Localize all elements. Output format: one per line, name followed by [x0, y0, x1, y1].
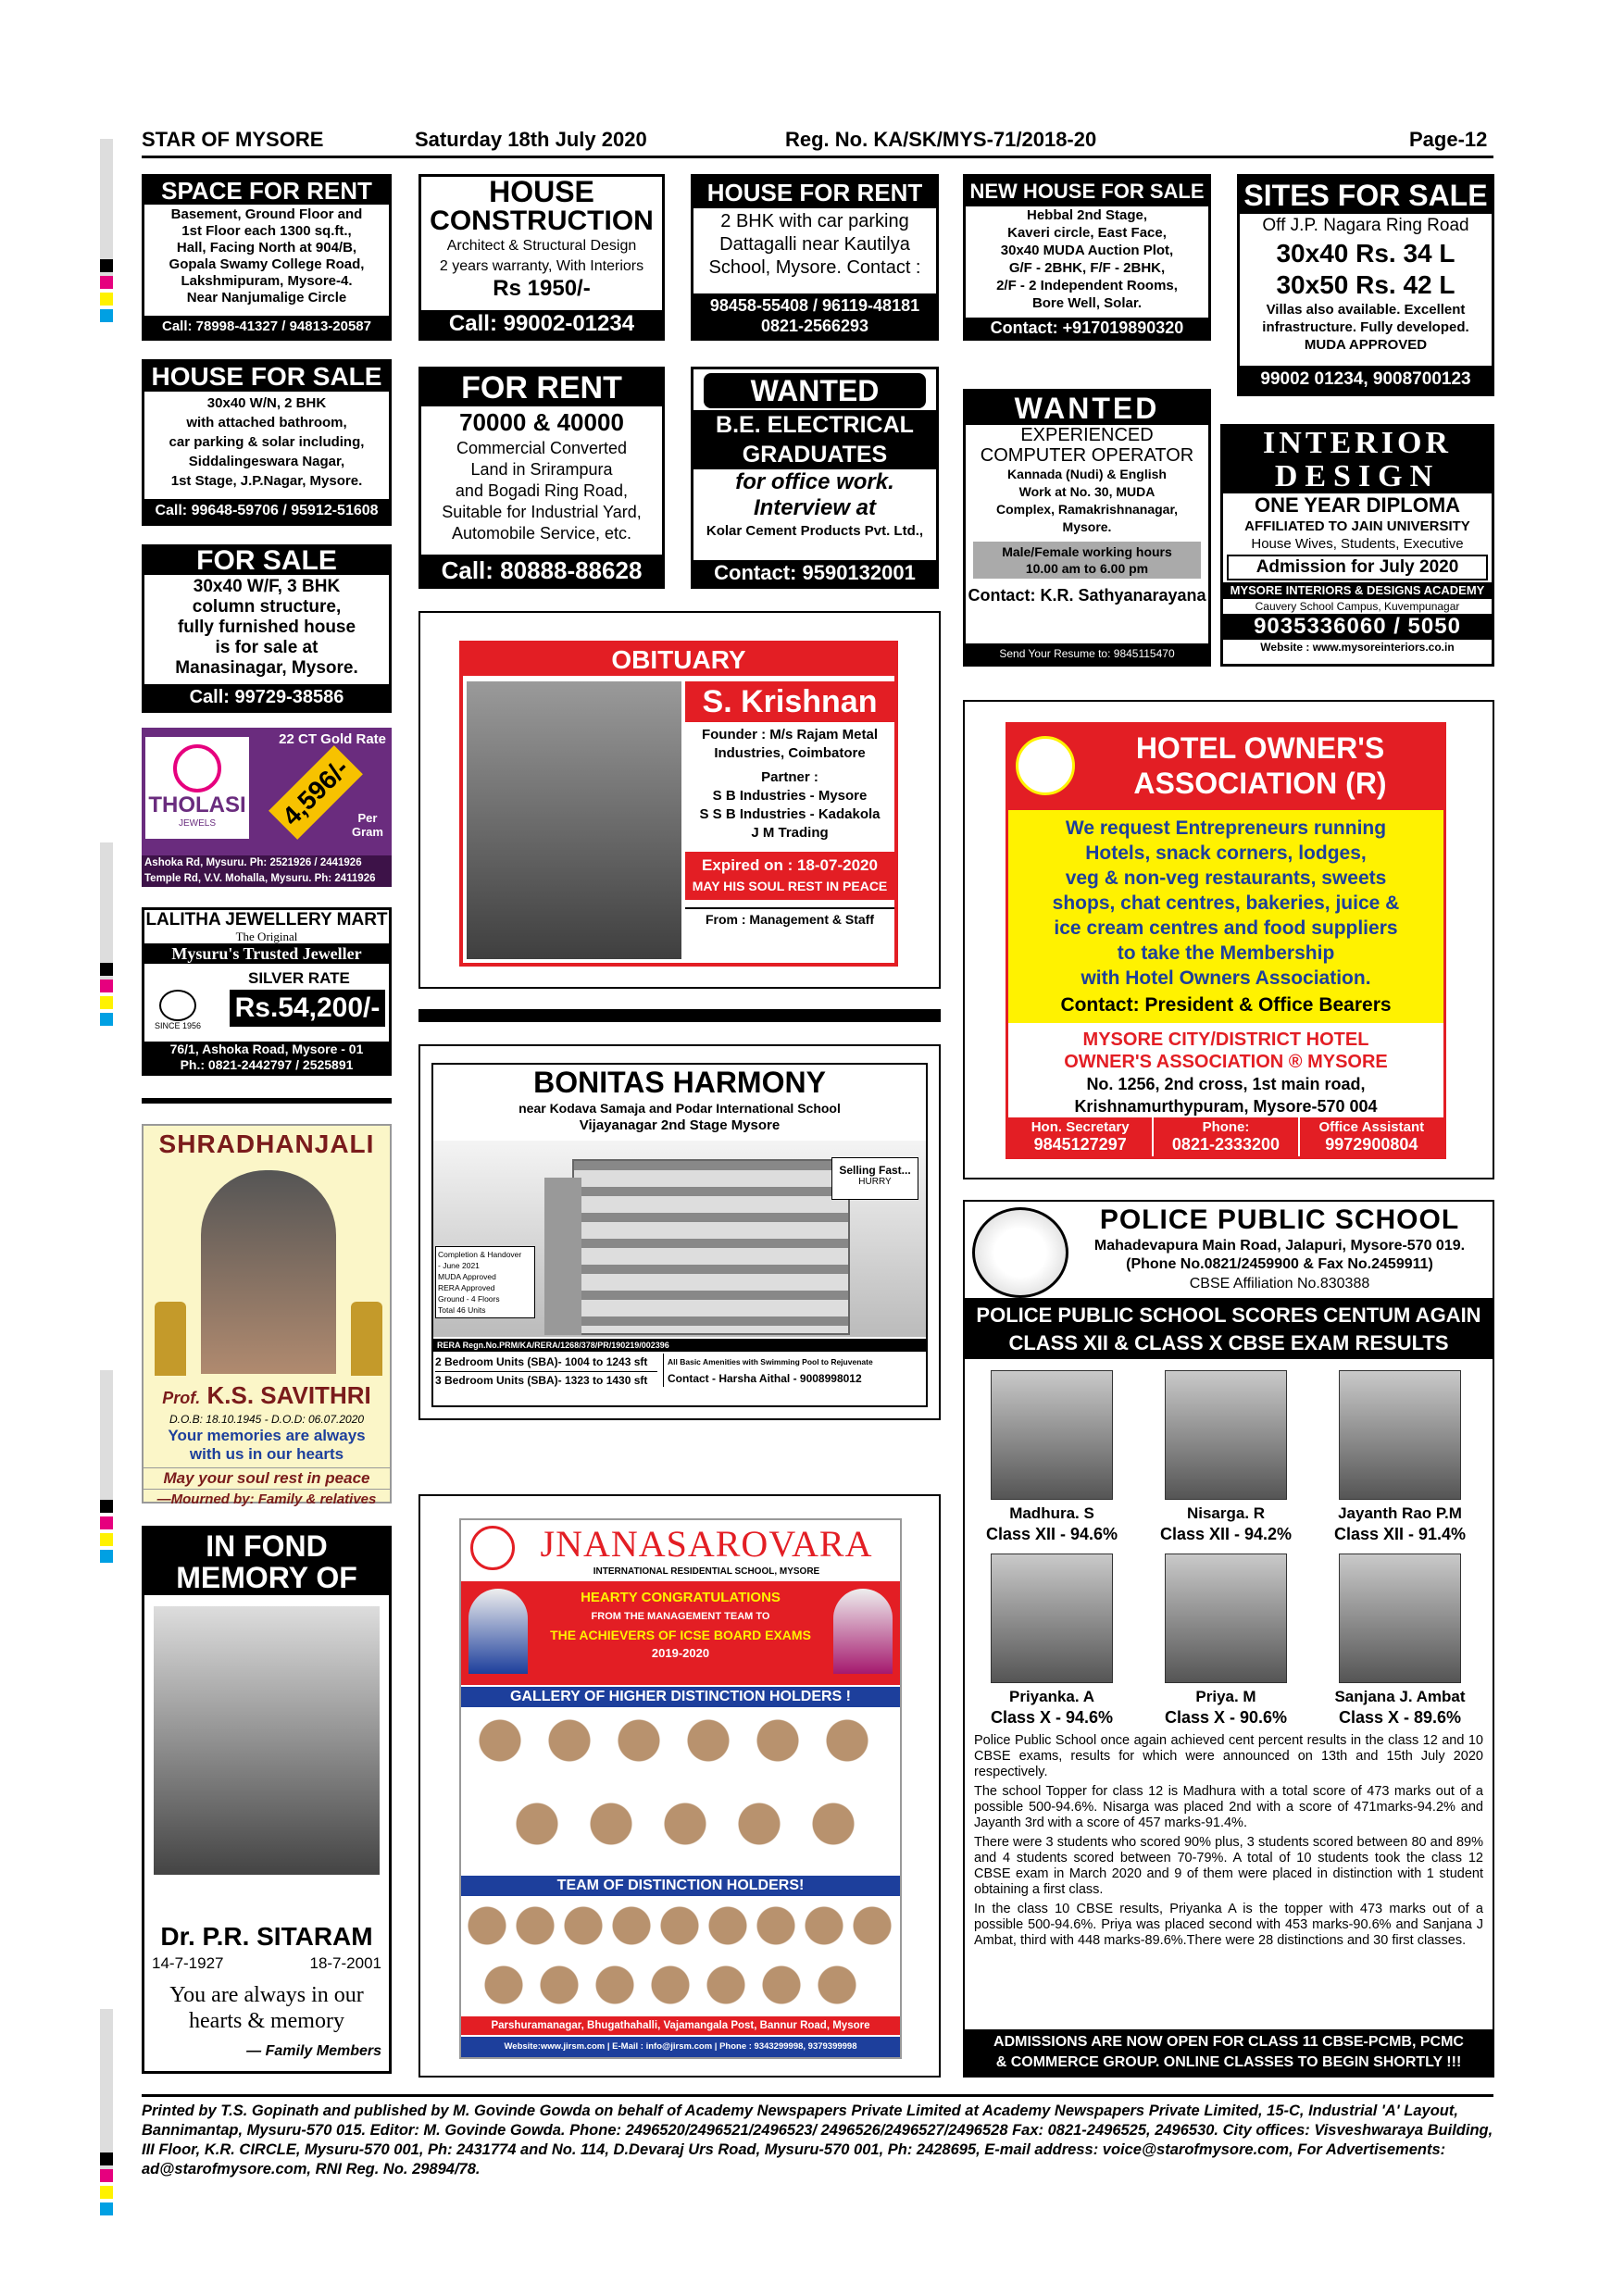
ad-price: Rs 1950/-: [493, 276, 591, 301]
ad-lalitha-jewellery: [142, 907, 392, 1076]
bonitas-selling-text: Selling Fast...: [839, 1164, 911, 1177]
ad-price: 30x40 Rs. 34 L: [1276, 239, 1455, 268]
masthead-paper: STAR OF MYSORE: [142, 128, 324, 151]
student-photo: [1165, 1370, 1287, 1500]
hotel-address: No. 1256, 2nd cross, 1st main road,: [1086, 1075, 1366, 1093]
jnana-logo-icon: [470, 1526, 515, 1570]
ad-hotel-owners: [1006, 722, 1446, 1159]
ad-jnanasarovara-frame: [418, 1494, 941, 2078]
fond-died: 18-7-2001: [309, 1954, 381, 1972]
student-photo: [1165, 1554, 1287, 1683]
ad-line: 2 years warranty, With Interiors: [439, 258, 644, 274]
ad-line: House Wives, Students, Executive: [1251, 536, 1464, 552]
hotel-body-line: We request Entrepreneurs running: [1065, 817, 1387, 839]
ad-jnanasarovara: [459, 1518, 902, 2059]
lalitha-phone: Ph.: 0821-2442797 / 2525891: [180, 1057, 354, 1072]
ad-line: Dattagalli near Kautilya: [719, 234, 910, 255]
lalitha-logo-icon: [159, 990, 196, 1021]
student-photo: [1339, 1370, 1461, 1500]
footer-imprint: Printed by T.S. Gopinath and published by M. Govinde Gowda on behalf of Academy Newspapers Private Limited at Academy Newspapers Private Limited, 15-C, Industrial 'A' Layout, Bannimantap, Mysuru-570 015. Editor: M. Govinde Gowda. Phone: 2496520/2496521/2496523/ 2496526/2496527/2496528 Fax: 0821-2496525, 2496530. City offices: Visveshwaraya Building, III Floor, K.R. CIRCLE, Mysuru-570 001, Ph: 2431774 and No. 114, D.Devaraj Urs Road, Mysuru-570 001, Ph: 2428695, E-mail address: voice@starofmysore.com, For Advertisements: ad@starofmysore.com, RNI Reg. No. 29894/78.: [142, 2103, 1493, 2177]
ad-line: Gopala Swamy College Road,: [169, 256, 365, 272]
ad-phone: 9035336060 / 5050: [1223, 614, 1492, 640]
ad-bonitas-harmony-frame: [418, 1044, 941, 1420]
ad-line: Suitable for Industrial Yard,: [442, 503, 642, 521]
ad-line: 1st Floor each 1300 sq.ft.,: [181, 223, 352, 239]
shradhanjali-line: with us in our hearts: [189, 1445, 344, 1463]
lalitha-title: LALITHA JEWELLERY MART: [145, 910, 388, 930]
bonitas-info: Completion & Handover: [438, 1250, 522, 1259]
ad-call: Call: 99648-59706 / 95912-51608: [144, 499, 389, 523]
police-paragraph: There were 3 students who scored 90% plus, 3 students scored between 80 and 89% and 4 students scored between 70-79%. A total of 10 students took the class 12 CBSE exam in March 2020 and 9 of them were placed in distinction with 1 student obtaining a first class.: [974, 1835, 1483, 1897]
police-cbse: CBSE Affiliation No.830388: [1189, 1276, 1370, 1292]
ad-line: Complex, Ramakrishnanagar,: [995, 502, 1179, 517]
ad-contact: 98458-55408 / 96119-48181: [709, 296, 920, 315]
police-admissions: ADMISSIONS ARE NOW OPEN FOR CLASS 11 CBSE-PCMB, PCMC: [993, 2034, 1464, 2050]
ad-obituary-frame: [418, 611, 941, 989]
bonitas-amenities: All Basic Amenities with Swimming Pool to Rejuvenate: [668, 1357, 873, 1366]
police-logo-icon: [972, 1207, 1068, 1298]
ad-shradhanjali: [142, 1124, 392, 1507]
obituary-photo: [467, 681, 681, 959]
police-address: Mahadevapura Main Road, Jalapuri, Mysore-570 019.: [1093, 1238, 1466, 1254]
bonitas-info: - June 2021: [438, 1261, 480, 1270]
ad-contact: 0821-2566293: [760, 317, 869, 335]
obituary-rip: MAY HIS SOUL REST IN PEACE: [692, 879, 888, 893]
jnana-person-photo: [468, 1589, 528, 1674]
tholasi-price: 4,596/-: [269, 745, 363, 840]
hotel-footer-number: 9845127297: [1033, 1135, 1127, 1154]
ad-line: Kannada (Nudi) & English: [1007, 467, 1167, 481]
bonitas-info: Ground - 4 Floors: [438, 1294, 500, 1304]
shradhanjali-title: SHRADHANJALI: [158, 1129, 375, 1158]
hotel-footer-label: Phone:: [1202, 1119, 1250, 1135]
ad-line: Near Nanjumalige Circle: [186, 290, 347, 306]
hotel-footer-number: 9972900804: [1325, 1135, 1418, 1154]
fond-photo: [154, 1606, 380, 1875]
ad-call: Call: 78998-41327 / 94813-20587: [144, 316, 389, 338]
hotel-title: HOTEL OWNER'S: [1135, 731, 1385, 765]
tholasi-rate-label: 22 CT Gold Rate: [279, 731, 386, 747]
tholasi-logo-icon: [173, 744, 221, 792]
tholasi-name: THOLASI: [148, 792, 246, 817]
ad-line: Land in Srirampura: [470, 460, 613, 479]
shradhanjali-line: Your memories are always: [168, 1427, 366, 1444]
ad-line: with attached bathroom,: [186, 415, 347, 430]
ad-line: Mysore.: [1062, 519, 1112, 534]
ad-call: Call: 99729-38586: [144, 684, 389, 710]
ad-title: WANTED: [704, 373, 926, 408]
ad-line: School, Mysore. Contact :: [708, 257, 921, 278]
student-photo: [991, 1554, 1113, 1683]
fond-born: 14-7-1927: [152, 1954, 224, 1972]
hotel-body-line: with Hotel Owners Association.: [1081, 967, 1371, 989]
ad-line: Bore Well, Solar.: [1031, 295, 1143, 311]
student-name: Nisarga. R: [1186, 1504, 1266, 1522]
ad-phones: 99002 01234, 9008700123: [1240, 366, 1492, 393]
lamp-icon: [155, 1302, 186, 1376]
ad-interior-design: [1220, 424, 1494, 667]
ad-company: Kolar Cement Products Pvt. Ltd.,: [706, 523, 924, 539]
police-paragraph: In the class 10 CBSE results, Priyanka A is the topper with 473 marks out of a possible 500-94.6%. Priya was placed second with 453 marks-90.6% and Sanjana J Ambat, third with 448 marks-89.6%.There were 28 distinctions and 30 first classes.: [974, 1902, 1483, 1948]
student-photo: [1339, 1554, 1461, 1683]
obituary-from: From : Management & Staff: [685, 907, 894, 930]
hotel-footer-number: 0821-2333200: [1171, 1135, 1280, 1154]
ad-line: 2/F - 2 Independent Rooms,: [996, 278, 1178, 293]
jnana-gallery-photos: [472, 1713, 891, 1872]
jnana-congrats: 2019-2020: [651, 1646, 710, 1660]
ad-tholasi-jewels: [142, 728, 392, 887]
jnana-website: Website:www.jirsm.com | E-Mail : info@jirsm.com | Phone : 9343299998, 9379399998: [461, 2037, 900, 2057]
ad-line: Hebbal 2nd Stage,: [1026, 207, 1148, 223]
ad-line: 30x40 W/F, 3 BHK: [193, 577, 341, 596]
lalitha-since: SINCE 1956: [154, 1021, 202, 1030]
ad-line: Villas also available. Excellent: [1266, 302, 1466, 318]
ad-line: 30x40 W/N, 2 BHK: [206, 395, 327, 411]
bonitas-info: MUDA Approved: [438, 1272, 496, 1281]
ad-line: for office work.: [735, 469, 894, 494]
fond-title: IN FOND: [206, 1529, 328, 1563]
lalitha-address: 76/1, Ashoka Road, Mysore - 01: [169, 1042, 364, 1056]
header-rule: [142, 156, 1493, 158]
bonitas-units: 3 Bedroom Units (SBA)- 1323 to 1430 sft: [435, 1374, 648, 1387]
student-score: Class XII - 94.2%: [1159, 1525, 1293, 1543]
tholasi-address: Temple Rd, V.V. Mohalla, Mysuru. Ph: 2411926: [144, 873, 376, 884]
hotel-title: ASSOCIATION (R): [1133, 767, 1387, 800]
student-name: Sanjana J. Ambat: [1334, 1688, 1466, 1705]
obituary-name: S. Krishnan: [685, 681, 894, 722]
ad-for-sale: [142, 544, 392, 713]
ad-title: CONSTRUCTION: [430, 206, 654, 236]
ad-call: Call: 99002-01234: [421, 310, 662, 338]
ad-line: MUDA APPROVED: [1304, 337, 1428, 353]
obituary-line: S B Industries - Mysore: [712, 788, 868, 804]
hotel-footer-label: Hon. Secretary: [1031, 1119, 1130, 1135]
ad-wanted-computer-operator: [963, 389, 1211, 667]
police-banner: POLICE PUBLIC SCHOOL SCORES CENTUM AGAIN: [976, 1304, 1481, 1327]
ad-line: G/F - 2BHK, F/F - 2BHK,: [1008, 260, 1166, 276]
bonitas-units: 2 Bedroom Units (SBA)- 1004 to 1243 sft: [435, 1354, 657, 1372]
hotel-footer-label: Office Assistant: [1318, 1119, 1425, 1135]
jnana-subtitle: INTERNATIONAL RESIDENTIAL SCHOOL, MYSORE: [593, 1566, 820, 1577]
ad-call: Call: 80888-88628: [421, 555, 662, 586]
student-name: Priya. M: [1195, 1688, 1256, 1705]
hotel-org: OWNER'S ASSOCIATION ® MYSORE: [1064, 1052, 1388, 1072]
ad-line: 1st Stage, J.P.Nagar, Mysore.: [170, 473, 363, 489]
shradhanjali-line: May your soul rest in peace: [144, 1467, 390, 1489]
ad-academy: MYSORE INTERIORS & DESIGNS ACADEMY: [1223, 582, 1492, 599]
ad-police-public-school: [963, 1200, 1494, 2078]
bonitas-info: RERA Approved: [438, 1283, 495, 1292]
shradhanjali-prefix: Prof.: [162, 1389, 201, 1407]
ad-line: fully furnished house: [177, 618, 356, 637]
ad-line: column structure,: [192, 597, 342, 617]
hotel-body-line: Hotels, snack corners, lodges,: [1085, 842, 1367, 864]
ad-line: Automobile Service, etc.: [451, 524, 632, 543]
ad-price: 30x50 Rs. 42 L: [1276, 270, 1455, 299]
ad-title: HOUSE FOR RENT: [693, 177, 936, 208]
obituary-line: S S B Industries - Kadakola: [699, 806, 881, 822]
student-name: Madhura. S: [1009, 1504, 1094, 1522]
fond-line: hearts & memory: [189, 2009, 344, 2033]
student-score: Class XII - 91.4%: [1333, 1525, 1467, 1543]
ad-resume: Send Your Resume to: 9845115470: [966, 643, 1208, 664]
jnana-title: JNANASAROVARA: [540, 1523, 873, 1565]
fond-from: — Family Members: [246, 2043, 381, 2059]
ad-price: 70000 & 40000: [459, 408, 624, 436]
ad-line: COMPUTER OPERATOR: [980, 445, 1194, 466]
ad-line: Architect & Structural Design: [446, 238, 637, 254]
divider-rule: [418, 1009, 941, 1022]
ad-line: infrastructure. Fully developed.: [1262, 319, 1469, 335]
bonitas-title: BONITAS HARMONY: [533, 1066, 826, 1099]
obituary-title: OBITUARY: [463, 644, 894, 676]
ad-title: SITES FOR SALE: [1240, 177, 1492, 214]
bonitas-info: Total 46 Units: [438, 1305, 486, 1315]
ad-affiliation: AFFILIATED TO JAIN UNIVERSITY: [1244, 518, 1470, 534]
student-score: Class X - 89.6%: [1338, 1708, 1462, 1727]
lalitha-tagline: The Original: [235, 930, 298, 943]
tholasi-address: Ashoka Rd, Mysuru. Ph: 2521926 / 2441926: [144, 857, 362, 868]
ad-subtitle: B.E. ELECTRICAL: [693, 410, 936, 440]
hotel-body-line: to take the Membership: [1117, 942, 1335, 964]
divider-rule: [142, 1098, 392, 1104]
ad-hours: Male/Female working hours: [1002, 544, 1172, 559]
masthead-page: Page-12: [1409, 128, 1488, 151]
ad-admission: Admission for July 2020: [1227, 555, 1488, 580]
ad-house-construction: [418, 174, 665, 341]
ad-title: FOR SALE: [144, 547, 389, 575]
ad-title: NEW HOUSE FOR SALE: [966, 177, 1208, 206]
obituary-line: Industries, Coimbatore: [714, 745, 866, 761]
ad-title: INTERIOR: [1223, 427, 1492, 460]
shradhanjali-photo: [201, 1170, 336, 1374]
police-paragraph: The school Topper for class 12 is Madhura with a total score of 473 marks out of a possible 500-94.6%. Nisarga was placed 2nd with a score of 471marks-94.2% and Jayanth 3rd with a score of 457 marks-91.4%.: [974, 1784, 1483, 1830]
ad-obituary: [459, 641, 898, 967]
student-score: Class XII - 94.6%: [985, 1525, 1118, 1543]
police-admissions: & COMMERCE GROUP. ONLINE CLASSES TO BEGIN SHORTLY !!!: [995, 2054, 1462, 2070]
ad-title: DESIGN: [1223, 460, 1492, 493]
jnana-team-photos: [467, 1900, 896, 2011]
ad-line: Kaveri circle, East Face,: [1007, 225, 1167, 241]
ad-subtitle: GRADUATES: [693, 440, 936, 469]
police-title: POLICE PUBLIC SCHOOL: [1099, 1204, 1460, 1235]
shradhanjali-mourned: —Mourned by: Family & relatives: [144, 1489, 390, 1510]
ad-line: Lakshmipuram, Mysore-4.: [181, 273, 353, 289]
hotel-body-line: ice cream centres and food suppliers: [1054, 917, 1398, 939]
shradhanjali-name: K.S. SAVITHRI: [206, 1381, 371, 1409]
lalitha-price: Rs.54,200/-: [230, 990, 385, 1027]
ad-new-house-for-sale: [963, 174, 1211, 341]
ad-line: Interview at: [753, 495, 877, 520]
ad-title: WANTED: [966, 392, 1208, 425]
ad-line: Basement, Ground Floor and: [170, 206, 363, 222]
lalitha-tagline: Mysuru's Trusted Jeweller: [144, 943, 389, 964]
ad-line: is for sale at: [215, 638, 319, 657]
ad-line: and Bogadi Ring Road,: [455, 481, 629, 500]
hotel-logo-icon: [1016, 736, 1075, 795]
shradhanjali-dates: D.O.B: 18.10.1945 - D.O.D: 06.07.2020: [169, 1413, 365, 1426]
ad-line: Siddalingeswara Nagar,: [188, 454, 345, 469]
ad-campus: Cauvery School Campus, Kuvempunagar: [1255, 600, 1460, 613]
fond-title: MEMORY OF: [176, 1561, 357, 1594]
ad-line: Commercial Converted: [456, 439, 628, 457]
masthead-date: Saturday 18th July 2020: [415, 128, 647, 151]
police-phone: (Phone No.0821/2459900 & Fax No.2459911): [1126, 1256, 1433, 1272]
jnana-address: Parshuramanagar, Bhugathahalli, Vajamangala Post, Bannur Road, Mysore: [461, 2016, 900, 2035]
police-paragraph: Police Public School once again achieved cent percent results in the class 12 and 10 CBSE exams, results for which were announced on 13th and 15th July 2020 respectively.: [974, 1733, 1483, 1779]
ad-fond-memory: [142, 1526, 392, 2074]
hotel-org: MYSORE CITY/DISTRICT HOTEL: [1082, 1029, 1369, 1050]
ad-contact: Contact: +917019890320: [966, 318, 1208, 338]
footer-rule: [142, 2094, 1493, 2097]
registration-marks: [100, 139, 113, 2231]
lamp-icon: [351, 1302, 382, 1376]
ad-line: Work at No. 30, MUDA: [1018, 484, 1156, 499]
hotel-body-line: veg & non-veg restaurants, sweets: [1065, 867, 1387, 889]
ad-hours: 10.00 am to 6.00 pm: [1025, 561, 1149, 576]
obituary-expired: Expired on : 18-07-2020: [702, 856, 878, 874]
hotel-address: Krishnamurthypuram, Mysore-570 004: [1074, 1097, 1378, 1116]
hotel-contact: Contact: President & Office Bearers: [1060, 994, 1392, 1016]
ad-space-for-rent: [142, 174, 392, 341]
ad-wanted-engineers: [691, 367, 939, 589]
bonitas-subtitle: Vijayanagar 2nd Stage Mysore: [579, 1117, 781, 1133]
bonitas-rera: RERA Regn.No.PRM/KA/RERA/1268/378/PR/190219/002396: [433, 1339, 926, 1352]
tholasi-sub: JEWELS: [178, 818, 216, 829]
student-photo: [991, 1370, 1113, 1500]
student-score: Class X - 90.6%: [1164, 1708, 1288, 1727]
ad-line: Manasinagar, Mysore.: [175, 658, 358, 678]
ad-line: Off J.P. Nagara Ring Road: [1262, 216, 1469, 235]
ad-contact: Contact: 9590132001: [693, 560, 936, 586]
ad-title: SPACE FOR RENT: [144, 177, 389, 205]
student-name: Priyanka. A: [1009, 1688, 1094, 1705]
obituary-line: Partner :: [761, 769, 818, 785]
ad-for-rent: [418, 367, 665, 589]
bonitas-selling: [831, 1157, 918, 1200]
ad-title: HOUSE FOR SALE: [144, 362, 389, 392]
ad-title: HOUSE: [489, 175, 594, 208]
police-banner: CLASS XII & CLASS X CBSE EXAM RESULTS: [1008, 1331, 1449, 1354]
obituary-line: Founder : M/s Rajam Metal: [701, 727, 879, 742]
jnana-congrats: HEARTY CONGRATULATIONS: [581, 1590, 781, 1605]
ad-website: Website : www.mysoreinteriors.co.in: [1260, 641, 1455, 654]
masthead-reg: Reg. No. KA/SK/MYS-71/2018-20: [785, 128, 1097, 151]
hotel-body-line: shops, chat centres, bakeries, juice &: [1052, 892, 1400, 914]
jnana-congrats: FROM THE MANAGEMENT TEAM TO: [591, 1611, 770, 1622]
tholasi-per: Per Gram: [352, 811, 383, 839]
fond-line: You are always in our: [169, 1983, 364, 2007]
student-name: Jayanth Rao P.M: [1338, 1504, 1462, 1522]
ad-bonitas-harmony: [431, 1063, 928, 1407]
ad-title: FOR RENT: [421, 369, 662, 406]
ad-contact: Contact: K.R. Sathyanarayana: [968, 586, 1206, 605]
bonitas-hurry: HURRY: [858, 1177, 892, 1187]
bonitas-subtitle: near Kodava Samaja and Podar International School: [518, 1101, 841, 1116]
ad-sites-for-sale: [1237, 174, 1494, 396]
ad-line: 30x40 MUDA Auction Plot,: [1000, 243, 1174, 258]
ad-line: car parking & solar including,: [169, 434, 365, 450]
jnana-congrats: THE ACHIEVERS OF ICSE BOARD EXAMS: [550, 1628, 811, 1642]
fond-name: Dr. P.R. SITARAM: [160, 1922, 373, 1951]
student-score: Class X - 94.6%: [990, 1708, 1114, 1727]
jnana-gallery-title: GALLERY OF HIGHER DISTINCTION HOLDERS !: [461, 1687, 900, 1707]
bonitas-contact: Contact - Harsha Aithal - 9008998012: [668, 1372, 862, 1385]
ad-line: Hall, Facing North at 904/B,: [176, 240, 357, 256]
ad-line: EXPERIENCED: [1020, 425, 1154, 445]
ad-line: 2 BHK with car parking: [720, 211, 909, 231]
ad-diploma: ONE YEAR DIPLOMA: [1254, 493, 1461, 517]
ad-hotel-owners-frame: [963, 700, 1494, 1179]
jnana-person-photo: [833, 1589, 893, 1674]
jnana-team-title: TEAM OF DISTINCTION HOLDERS!: [461, 1876, 900, 1896]
ad-house-for-rent: [691, 174, 939, 341]
lalitha-silver-label: SILVER RATE: [248, 969, 350, 987]
ad-house-for-sale: [142, 359, 392, 526]
obituary-line: J M Trading: [751, 825, 829, 841]
